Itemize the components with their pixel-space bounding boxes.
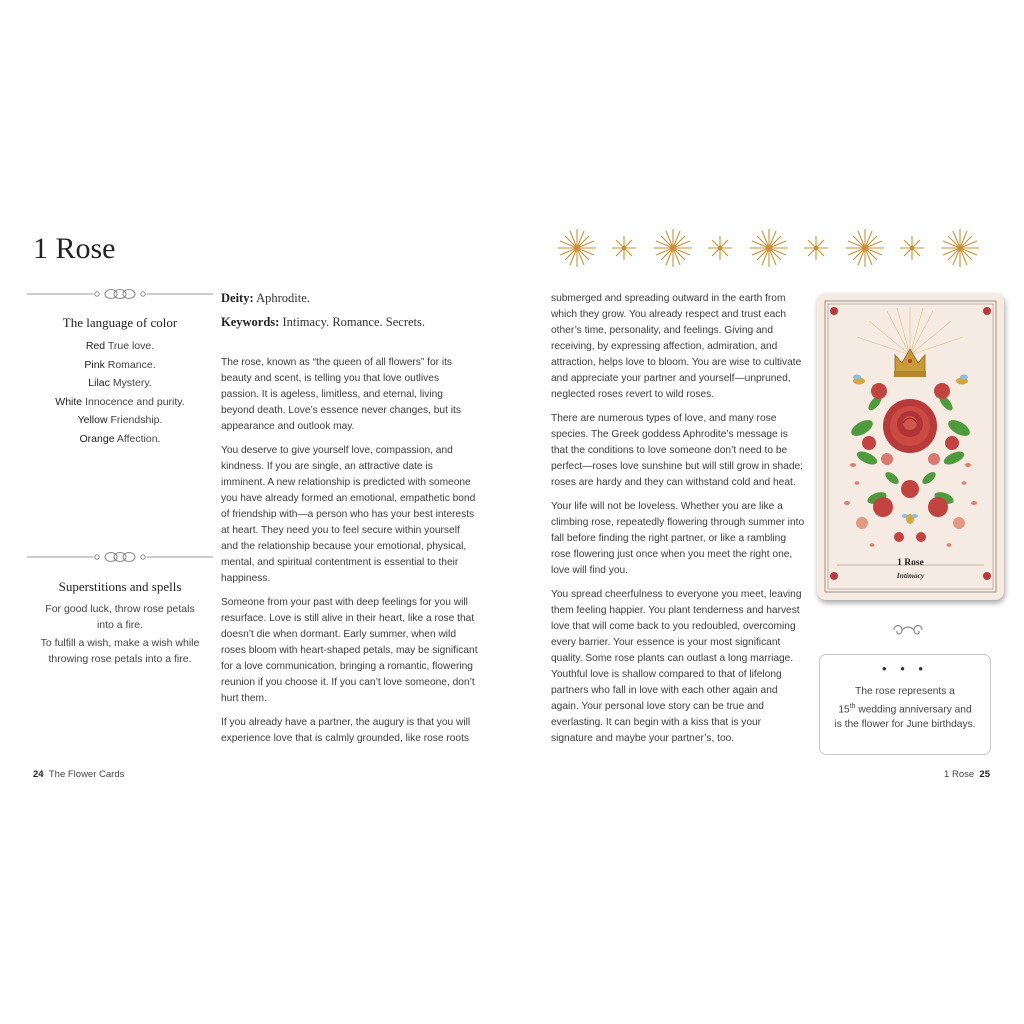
- rose-card-illustration: [817, 293, 1004, 600]
- paragraph: You deserve to give yourself love, compassion, and kindness. If you are single, an attractive date is imminent. A new relationship is predicted with someone you have already formed an emotional, empathetic bond of friendship with—a person who has your best interests at heart. They need you to feel secure within yourself and the relationship because your emotional, physical, mental, and spiritual contentment is essential to their happiness.: [221, 445, 476, 584]
- color-meaning-list: [27, 337, 213, 448]
- superstitions-heading: Superstitions and spells: [58, 579, 182, 594]
- paragraph: You spread cheerfulness to everyone you meet, leaving them feeling happier. You plant tenderness and harvest love that will come back to you redoubled, overcoming every barrier. Your essence is your most significant quality. Some rose plants can outlast a long marriage. Youthful love is shallow compared to that of lifelong partners who fall in love with each other again and again. Your personal love story can be true and everlasting. It can begin with a kiss that is your signature and maybe your partner’s, too.: [551, 589, 802, 744]
- list-item: Red True love.: [85, 340, 155, 352]
- page-title: 1 Rose: [33, 232, 116, 265]
- card-keyword: Intimacy: [896, 571, 925, 580]
- paragraph: There are numerous types of love, and many rose species. The Greek goddess Aphrodite’s message is that the conditions to love someone don’t need to be perfect—roses love sunshine but will still grow in shade; roses are hardy and they can withstand cold and heat.: [551, 413, 803, 488]
- page-number: 24: [33, 769, 44, 780]
- paragraph: To fulfill a wish, make a wish while throwing rose petals into a fire.: [40, 637, 200, 665]
- left-body-text: [221, 355, 479, 755]
- list-item: Yellow Friendship.: [77, 414, 163, 426]
- left-footer: [33, 769, 124, 780]
- rose-oracle-card: [817, 293, 1004, 600]
- paragraph: For good luck, throw rose petals into a fire.: [45, 603, 195, 631]
- ornamental-divider: [27, 287, 213, 301]
- language-of-color-heading: The language of color: [62, 315, 178, 330]
- keywords-line: Keywords: Intimacy. Romance. Secrets.: [221, 315, 425, 329]
- paragraph: If you already have a partner, the augury is that you will experience love that is calmly grounded, like rose roots: [221, 717, 471, 744]
- note-dots: • • •: [882, 661, 928, 676]
- paragraph: Your life will not be loveless. Whether you are like a climbing rose, repeatedly flowering through summer into fall before finding the right partner, or like a rambling rose flowering just once when you meet the right one, love will find you.: [551, 501, 805, 576]
- sidebar-note-box: [819, 654, 991, 755]
- list-item: Pink Romance.: [84, 358, 156, 371]
- superstitions-text: [40, 602, 200, 670]
- paragraph: The rose, known as “the queen of all flowers” for its beauty and scent, is telling you that love outlives passion. It is ageless, limitless, and eternal, living beyond death. Love’s essence never changes, but its appearance and outlook may.: [221, 357, 461, 432]
- right-footer: [944, 769, 990, 780]
- card-title: 1 Rose: [897, 558, 924, 568]
- star-ornament-row: [553, 226, 985, 270]
- list-item: Orange Affection.: [79, 432, 161, 445]
- page-number: 25: [979, 769, 990, 780]
- running-head: The Flower Cards: [48, 769, 125, 780]
- right-body-text: [551, 291, 805, 755]
- deity-line: Deity: Aphrodite.: [221, 291, 310, 305]
- ornamental-divider: [27, 550, 213, 564]
- paragraph: submerged and spreading outward in the earth from which they grow. You already respect and trust each other’s time, personality, and feelings. Giving and receiving, by expressing affection, admiration, and attraction, helps love to bloom. You are wise to cultivate and appreciate your partner and yourself—unpruned, neglected roses revert to wild roses.: [551, 293, 802, 400]
- running-head: 1 Rose: [944, 769, 975, 780]
- paragraph: Someone from your past with deep feelings for you will resurface. Love is still alive in their heart, like a rose that doesn’t die when dormant. Early summer, when wild roses bloom with heart-shaped petals, may be significant for a love communication, bringing a romantic, flowering reunion if you choose it. If you can’t love someone, don’t hurt them.: [221, 597, 478, 704]
- note-text: The rose represents a 15th wedding anniversary and is the flower for June birthdays.: [834, 686, 976, 731]
- list-item: Lilac Mystery.: [88, 377, 152, 389]
- swirl-ornament-icon: [890, 621, 926, 639]
- list-item: White Innocence and purity.: [55, 395, 185, 408]
